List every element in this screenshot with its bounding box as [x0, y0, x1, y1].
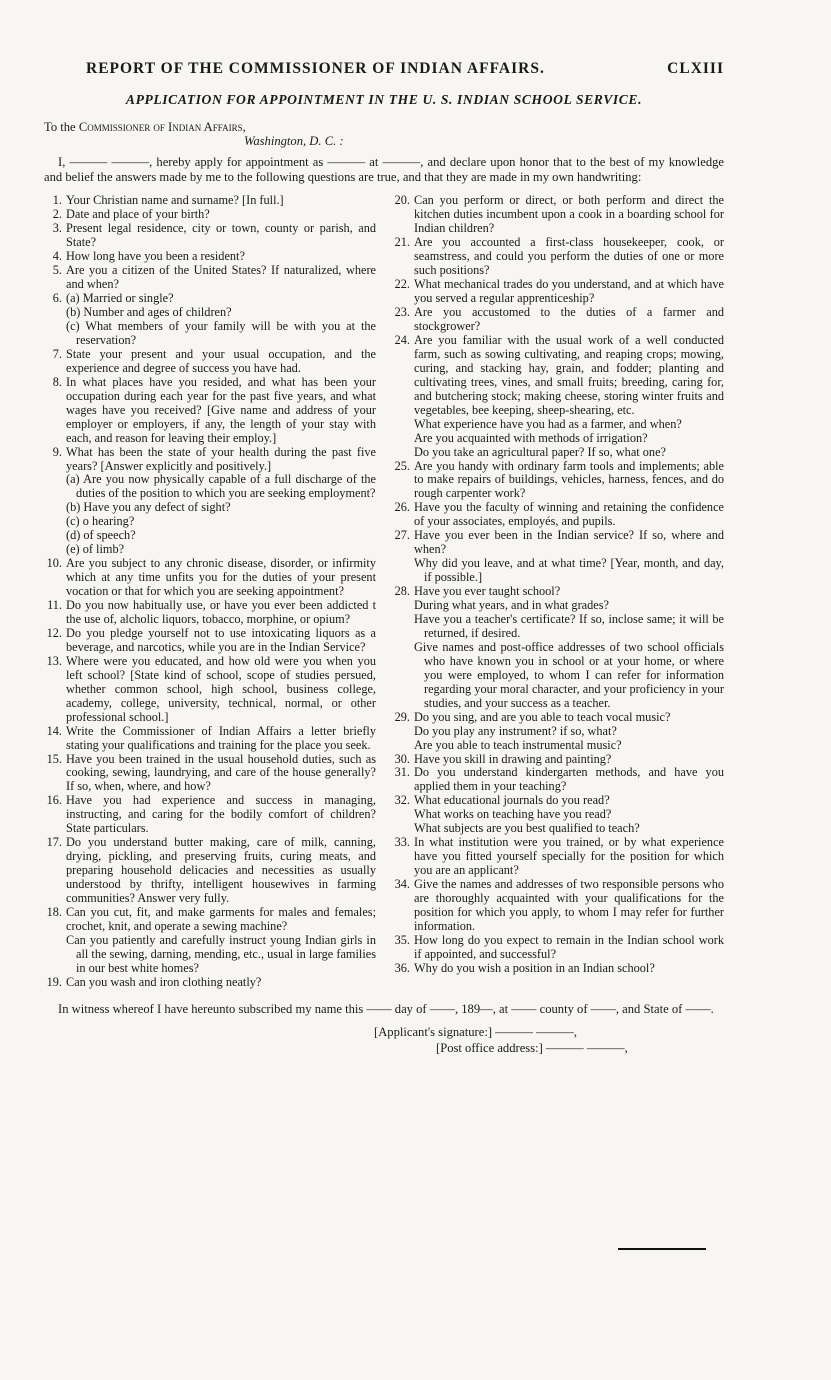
question-item: [44, 501, 376, 515]
witness-paragraph: In witness whereof I have hereunto subscribed my name this —— day of ——, 189—, at —— county of ——, and State of ——.: [58, 1001, 714, 1016]
addressee-city: Washington, D. C. :: [244, 134, 344, 149]
question-item: [392, 599, 724, 613]
question-number: 27.: [394, 528, 410, 543]
question-text: Present legal residence, city or town, county or parish, and State?: [66, 221, 376, 250]
page-number: CLXIII: [667, 60, 724, 77]
question-text: Do you understand butter making, care of milk, canning, drying, pickling, and preserving fruits, curing meats, and preparing household delicacies and necessities as usually understood by thrifty, intelligent housewives in farming communities? Answer very fully.: [66, 835, 376, 906]
question-text: Are you subject to any chronic disease, disorder, or infirmity which at any time unfits you for the duties of your present vocation or that for which you are seeking appointment?: [66, 556, 376, 599]
question-item: [44, 264, 376, 292]
question-text: Are you handy with ordinary farm tools and implements; able to make repairs of buildings, vehicles, harness, fences, and do rough carpenter work?: [414, 458, 724, 501]
question-number: 10.: [46, 556, 62, 571]
question-number: 26.: [394, 500, 410, 515]
question-item: [392, 418, 724, 432]
question-text: In what places have you resided, and what has been your occupation during each year for the past five years, and what wages have you received? [Give name and address of your employer or employers, if any, the length of your stay with each, and reason for leaving their employ.]: [66, 374, 376, 445]
question-text: Why did you leave, and at what time? [Year, month, and day, if possible.]: [414, 556, 724, 585]
question-text: What subjects are you best qualified to teach?: [414, 821, 640, 836]
question-text: In what institution were you trained, or by what experience have you fitted yourself specially for the position for which you are an applicant?: [414, 835, 724, 878]
question-item: [44, 655, 376, 725]
document-page: [44, 60, 724, 1056]
question-text: (a) Married or single?: [66, 291, 174, 306]
question-number: 25.: [394, 458, 410, 473]
question-item: [392, 739, 724, 753]
question-text: Do you play any instrument? if so, what?: [414, 723, 617, 738]
question-item: [392, 278, 724, 306]
question-text: Do you pledge yourself not to use intoxicating liquors as a beverage, and narcotics, while you are in the Indian Service?: [66, 625, 376, 654]
question-text: Can you patiently and carefully instruct young Indian girls in all the sewing, darning, mending, etc., usual in large families in our best white homes?: [66, 932, 376, 975]
question-text: How long do you expect to remain in the Indian school work if appointed, and successful?: [414, 932, 724, 961]
question-item: [392, 585, 724, 599]
question-item: [392, 446, 724, 460]
question-item: [44, 543, 376, 557]
question-text: Give names and post-office addresses of two school officials who have known you in school or at your home, or where you were employed, to whom I can refer for information regarding your moral character, and your proficiency in your studies, and your success as a teacher.: [414, 639, 724, 710]
question-text: Have you a teacher's certificate? If so, inclose same; it will be returned, if desired.: [414, 612, 724, 640]
question-item: [392, 641, 724, 711]
question-number: 9.: [52, 444, 62, 459]
signature-flourish: [618, 1248, 706, 1254]
question-text: (b) Have you any defect of sight?: [66, 500, 231, 515]
question-number: 5.: [52, 263, 62, 278]
question-text: What has been the state of your health during the past five years? [Answer explicitly and positively.]: [66, 444, 376, 473]
question-number: 23.: [394, 305, 410, 320]
question-item: [44, 222, 376, 250]
question-number: 12.: [46, 625, 62, 640]
left-question-column: [44, 194, 376, 989]
question-item: [392, 725, 724, 739]
question-item: [392, 557, 724, 585]
question-number: 29.: [394, 709, 410, 724]
question-text: Are you familiar with the usual work of a well conducted farm, such as sowing cultivating, and reaping crops; mowing, curing, and stacking hay, grain, and fodder; planting and cultivating trees, vines, and small fruits; breeding, caring for, and butchering stock; making cheese, storing winter fruits and vegetables, bee keeping, sheep-shearing, etc.: [414, 332, 724, 417]
question-item: [392, 808, 724, 822]
question-number: 16.: [46, 793, 62, 808]
question-text: Can you perform or direct, or both perform and direct the kitchen duties incumbent upon a cook in a boarding school for Indian children?: [414, 193, 724, 236]
question-text: Have you ever taught school?: [414, 584, 561, 599]
question-text: How long have you been a resident?: [66, 249, 245, 264]
report-title: REPORT OF THE COMMISSIONER OF INDIAN AFFAIRS.: [86, 60, 545, 77]
question-text: Do you understand kindergarten methods, and have you applied them in your teaching?: [414, 765, 724, 794]
question-number: 2.: [52, 207, 62, 222]
question-text: Have you been trained in the usual household duties, such as cooking, sewing, laundrying, and care of the house generally? If so, when, where, and how?: [66, 751, 376, 794]
question-text: Are you accustomed to the duties of a farmer and stockgrower?: [414, 305, 724, 333]
question-text: (a) Are you now physically capable of a full discharge of the duties of the position to which you are seeking employment?: [66, 472, 376, 501]
question-item: [44, 836, 376, 906]
question-item: [44, 208, 376, 222]
question-item: [44, 976, 376, 990]
question-number: 20.: [394, 193, 410, 208]
question-number: 17.: [46, 835, 62, 850]
question-number: 22.: [394, 277, 410, 292]
question-number: 24.: [394, 332, 410, 347]
question-item: [392, 432, 724, 446]
question-text: (d) of speech?: [66, 528, 136, 543]
question-number: 34.: [394, 877, 410, 892]
question-item: [44, 306, 376, 320]
question-number: 28.: [394, 584, 410, 599]
question-text: Write the Commissioner of Indian Affairs a letter briefly stating your qualifications and training for the place you seek.: [66, 723, 376, 752]
question-number: 21.: [394, 235, 410, 250]
addressee-to: To the: [44, 120, 76, 134]
question-number: 6.: [52, 291, 62, 306]
question-item: [392, 753, 724, 767]
question-text: (b) Number and ages of children?: [66, 305, 232, 320]
question-number: 4.: [52, 249, 62, 264]
form-title: APPLICATION FOR APPOINTMENT IN THE U. S. INDIAN SCHOOL SERVICE.: [125, 92, 643, 107]
question-item: [44, 753, 376, 795]
question-item: [44, 446, 376, 474]
question-text: What works on teaching have you read?: [414, 807, 612, 822]
question-item: [392, 934, 724, 962]
question-text: Have you ever been in the Indian service? If so, where and when?: [414, 528, 724, 557]
question-number: 19.: [46, 974, 62, 989]
question-item: [44, 557, 376, 599]
question-item: [392, 766, 724, 794]
question-item: [392, 460, 724, 502]
question-item: [392, 613, 724, 641]
question-item: [44, 194, 376, 208]
question-item: [44, 292, 376, 306]
question-text: (c) o hearing?: [66, 514, 135, 529]
question-item: [44, 473, 376, 501]
question-number: 32.: [394, 793, 410, 808]
question-item: [392, 194, 724, 236]
question-item: [392, 334, 724, 418]
question-item: [392, 501, 724, 529]
question-item: [44, 627, 376, 655]
question-text: Date and place of your birth?: [66, 207, 210, 222]
question-item: [392, 236, 724, 278]
question-item: [44, 250, 376, 264]
question-text: State your present and your usual occupation, and the experience and degree of success you have had.: [66, 346, 376, 375]
post-office-address-line: [Post office address:] ——— ———,: [436, 1040, 628, 1055]
question-text: Do you sing, and are you able to teach vocal music?: [414, 709, 671, 724]
question-item: [44, 320, 376, 348]
question-text: Where were you educated, and how old were you when you left school? [State kind of school, scope of studies persued, whether common school, high school, business college, academy, college, university, technical, normal, or other professional school.]: [66, 653, 376, 724]
question-item: [392, 822, 724, 836]
question-text: Can you cut, fit, and make garments for males and females; crochet, knit, and operate a sewing machine?: [66, 905, 376, 933]
question-number: 18.: [46, 905, 62, 920]
question-text: Are you a citizen of the United States? If naturalized, where and when?: [66, 263, 376, 292]
question-text: Have you had experience and success in managing, instructing, and caring for the bodily comfort of children? State particulars.: [66, 793, 376, 836]
question-number: 30.: [394, 751, 410, 766]
running-header: [86, 60, 724, 78]
question-item: [44, 599, 376, 627]
question-text: Have you skill in drawing and painting?: [414, 751, 612, 766]
question-number: 8.: [52, 374, 62, 389]
questions-columns: [44, 194, 724, 989]
question-number: 7.: [52, 346, 62, 361]
question-text: Can you wash and iron clothing neatly?: [66, 974, 262, 989]
question-text: Are you able to teach instrumental music?: [414, 737, 622, 752]
question-text: What mechanical trades do you understand, and at which have you served a regular apprenticeship?: [414, 277, 724, 306]
declaration-paragraph: I, ——— ———, hereby apply for appointment as ——— at ———, and declare upon honor that to the best of my knowledge and belief the answers made by me to the following questions are true, and that they are made in my own handwriting:: [44, 154, 724, 184]
question-item: [44, 794, 376, 836]
question-item: [392, 836, 724, 878]
question-item: [44, 934, 376, 976]
question-text: During what years, and in what grades?: [414, 598, 609, 613]
question-text: Do you now habitually use, or have you ever been addicted t the use of, alcholic liquors, tobacco, morphine, or opium?: [66, 598, 376, 626]
question-number: 3.: [52, 221, 62, 236]
addressee-office: Commissioner of Indian Affairs,: [78, 120, 246, 134]
question-item: [392, 306, 724, 334]
question-number: 1.: [52, 193, 62, 208]
question-text: What educational journals do you read?: [414, 793, 610, 808]
question-number: 15.: [46, 751, 62, 766]
question-item: [44, 529, 376, 543]
right-question-column: [392, 194, 724, 989]
addressee-block: [44, 120, 724, 149]
question-item: [44, 515, 376, 529]
question-text: Are you acquainted with methods of irrigation?: [414, 430, 648, 445]
question-item: [392, 878, 724, 934]
question-text: Are you accounted a first-class housekeeper, cook, or seamstress, and could you perform the duties of one or more such positions?: [414, 235, 724, 278]
question-text: Your Christian name and surname? [In full.]: [66, 193, 284, 208]
question-number: 13.: [46, 653, 62, 668]
question-item: [392, 794, 724, 808]
question-text: Have you the faculty of winning and retaining the confidence of your associates, employés, and pupils.: [414, 500, 724, 529]
question-item: [392, 711, 724, 725]
question-number: 11.: [47, 598, 62, 613]
question-text: (e) of limb?: [66, 542, 125, 557]
question-text: Give the names and addresses of two responsible persons who are thoroughly acquainted with your qualifications for the position for which you apply, to whom I may refer for further information.: [414, 877, 724, 933]
question-item: [44, 348, 376, 376]
question-text: What experience have you had as a farmer, and when?: [414, 416, 682, 431]
question-number: 35.: [394, 932, 410, 947]
question-item: [392, 529, 724, 557]
question-item: [44, 906, 376, 934]
question-item: [392, 962, 724, 976]
applicant-signature-line: [Applicant's signature:] ——— ———,: [374, 1024, 578, 1039]
question-number: 33.: [394, 835, 410, 850]
question-number: 36.: [394, 960, 410, 975]
question-item: [44, 376, 376, 446]
question-number: 14.: [46, 723, 62, 738]
question-text: Why do you wish a position in an Indian school?: [414, 960, 655, 975]
question-number: 31.: [394, 765, 410, 780]
question-text: (c) What members of your family will be with you at the reservation?: [66, 318, 376, 347]
question-item: [44, 725, 376, 753]
question-text: Do you take an agricultural paper? If so, what one?: [414, 444, 666, 459]
